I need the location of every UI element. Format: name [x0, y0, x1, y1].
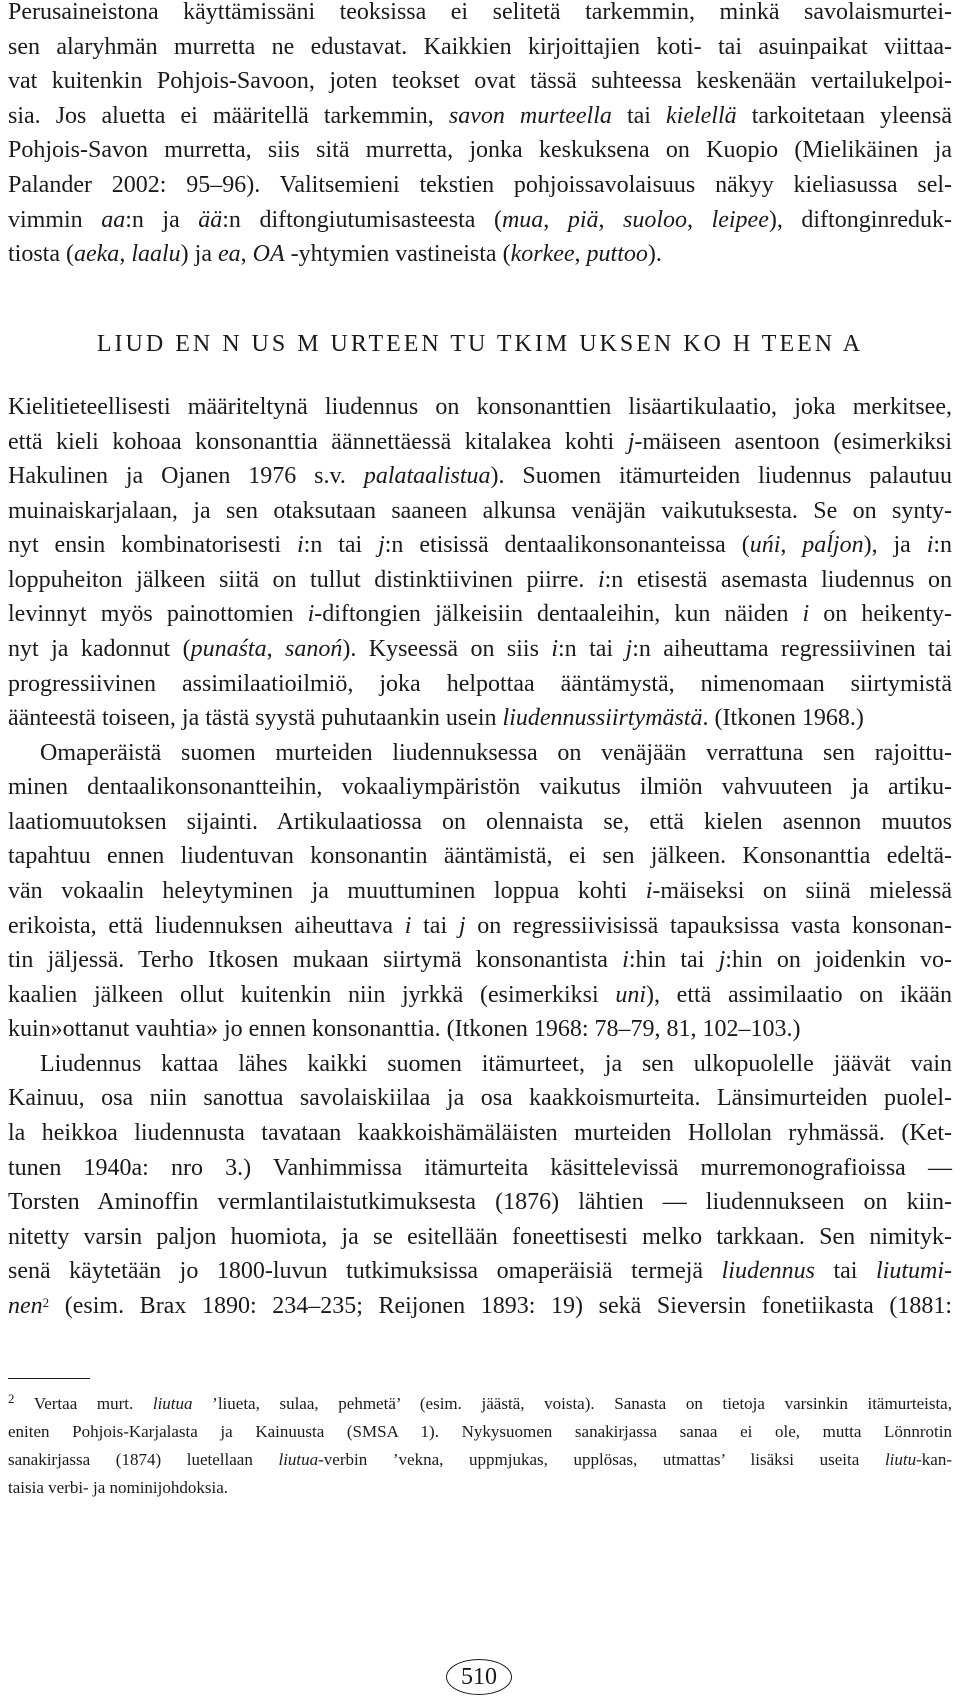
text-line: loppuheiton jälkeen siitä on tullut distinktiivinen piirre. i:n etisestä asemasta liudennus on — [8, 567, 952, 593]
text-line: erikoista, että liudennuksen aiheuttava i tai j on regressiivisissä tapauksissa vasta konsonan- — [8, 913, 952, 939]
text-line: nen$^2$ (esim. Brax 1890: 234–235; Reijonen 1893: 19) sekä Sieversin fonetiikasta (1881: — [8, 1293, 952, 1319]
text-line: Pohjois-Savon murretta, siis sitä murretta, jonka keskuksena on Kuopio (Mielikäinen ja — [8, 137, 952, 163]
text-line: kaalien jälkeen ollut kuitenkin niin jyrkkä (esimerkiksi uni), että assimilaatio on ikään — [8, 982, 952, 1008]
text-line: Liudennus kattaa lähes kaikki suomen itämurteet, ja sen ulkopuolelle jäävät vain — [40, 1051, 952, 1077]
text-line: tapahtuu ennen liudentuvan konsonantin ääntämistä, ei sen jälkeen. Konsonanttia edeltä- — [8, 843, 952, 869]
text-line: Palander 2002: 95–96). Valitsemieni tekstien pohjoissavolaisuus näkyy kieliasussa sel- — [8, 172, 952, 198]
footnote-line: $^2$ Vertaa murt. liutua ’liueta, sulaa, pehmetä’ (esim. jäästä, voista). Sanasta on tietoja varsinkin itämurteista, — [8, 1391, 952, 1413]
footnote-line: sanakirjassa (1874) luetellaan liutua-verbin ’vekna, uppmjukas, upplösas, utmattas’ lisäksi useita liutu-kan- — [8, 1450, 952, 1469]
text-line: kuin»ottanut vauhtia» jo ennen konsonanttia. (Itkonen 1968: 78–79, 81, 102–103.) — [8, 1016, 801, 1042]
text-line: äänteestä toiseen, ja tästä syystä puhutaankin usein liudennussiirtymästä. (Itkonen 1968.) — [8, 705, 864, 731]
text-line: vän vokaalin heleytyminen ja muuttuminen loppua kohti i-mäiseksi on siinä mielessä — [8, 878, 953, 904]
section-heading: LIUD EN N US M URTEEN TU TKIM UKSEN KO H TEEN A — [96, 331, 864, 357]
text-line: vat kuitenkin Pohjois-Savoon, joten teokset ovat tässä suhteessa keskenään vertailukelpoi- — [8, 68, 952, 94]
text-line: nitetty varsin paljon huomiota, ja se esitellään foneettisesti melko tarkkaan. Sen nimityk- — [8, 1224, 952, 1250]
text-line: Hakulinen ja Ojanen 1976 s.v. palataalistua). Suomen itämurteiden liudennus palautuu — [8, 463, 952, 489]
footnote-line: taisia verbi- ja nominijohdoksia. — [8, 1478, 229, 1497]
footnote-divider — [8, 1378, 90, 1379]
text-line: Kielitieteellisesti määriteltynä liudennus on konsonanttien lisäartikulaatio, joka merkitsee, — [8, 394, 952, 420]
text-line: levinnyt myös painottomien i-diftongien jälkeisiin dentaaleihin, kun näiden i on heikenty- — [8, 601, 952, 627]
text-line: muinaiskarjalaan, ja sen otaksutaan saaneen alkunsa venäjän vaikutuksesta. Se on synty- — [8, 498, 952, 524]
text-line: sen alaryhmän murretta ne edustavat. Kaikkien kirjoittajien koti- tai asuinpaikat viittaa- — [8, 34, 952, 60]
text-line: sia. Jos aluetta ei määritellä tarkemmin, savon murteella tai kielellä tarkoitetaan yleensä — [8, 103, 952, 129]
text-line: Torsten Aminoffin vermlantilaistutkimuksesta (1876) lähtien — liudennukseen on kiin- — [8, 1189, 952, 1215]
text-line: Omaperäistä suomen murteiden liudennuksessa on venäjään verrattuna sen rajoittu- — [40, 740, 952, 766]
text-line: Kainuu, osa niin sanottua savolaiskiilaa ja osa kaakkoismurteita. Länsimurteiden puolel- — [8, 1085, 952, 1111]
footnote-line: eniten Pohjois-Karjalasta ja Kainuusta (SMSA 1). Nykysuomen sanakirjassa sanaa ei ole, mutta Lönnrotin — [8, 1422, 952, 1441]
text-line: senä käytetään jo 1800-luvun tutkimuksissa omaperäisiä termejä liudennus tai liutumi- — [8, 1258, 953, 1284]
text-line: la heikkoa liudennusta tavataan kaakkoishämäläisten murteiden Hollolan ryhmässä. (Ket- — [8, 1120, 952, 1146]
text-line: vimmin aa:n ja ää:n diftongiutumisasteesta (mua, piä, suoloo, leipee), diftonginreduk- — [8, 207, 953, 233]
text-line: Perusaineistona käyttämissäni teoksissa ei selitetä tarkemmin, minkä savolaismurtei- — [8, 0, 952, 25]
text-line: progressiivinen assimilaatioilmiö, joka helpottaa ääntämystä, nimenomaan siirtymistä — [8, 671, 952, 697]
text-line: että kieli kohoaa konsonanttia äännettäessä kitalakea kohti j-mäiseen asentoon (esimerkiksi — [8, 429, 952, 455]
text-line: tin jäljessä. Terho Itkosen mukaan siirtymä konsonantista i:hin tai j:hin on joidenkin vo- — [8, 947, 953, 973]
text-line: tunen 1940a: nro 3.) Vanhimmissa itämurteita käsittelevissä murremonografioissa — — [8, 1155, 952, 1181]
text-line: minen dentaalikonsonantteihin, vokaaliympäristön vaikutus ilmiön vahvuuteen ja artiku- — [8, 774, 952, 800]
text-line: nyt ja kadonnut (punaśta, sanoń). Kyseessä on siis i:n tai j:n aiheuttama regressiivinen tai — [8, 636, 953, 662]
page-number: 510 — [446, 1659, 512, 1695]
text-line: laatiomuutoksen sijainti. Artikulaatiossa on olennaista se, että kielen asennon muutos — [8, 809, 952, 835]
text-line: nyt ensin kombinatorisesti i:n tai j:n etisissä dentaalikonsonanteissa (uńi, paĺjon), ja i:n — [8, 532, 953, 558]
text-line: tiosta (aeka, laalu) ja ea, OA -yhtymien vastineista (korkee, puttoo). — [8, 241, 662, 267]
